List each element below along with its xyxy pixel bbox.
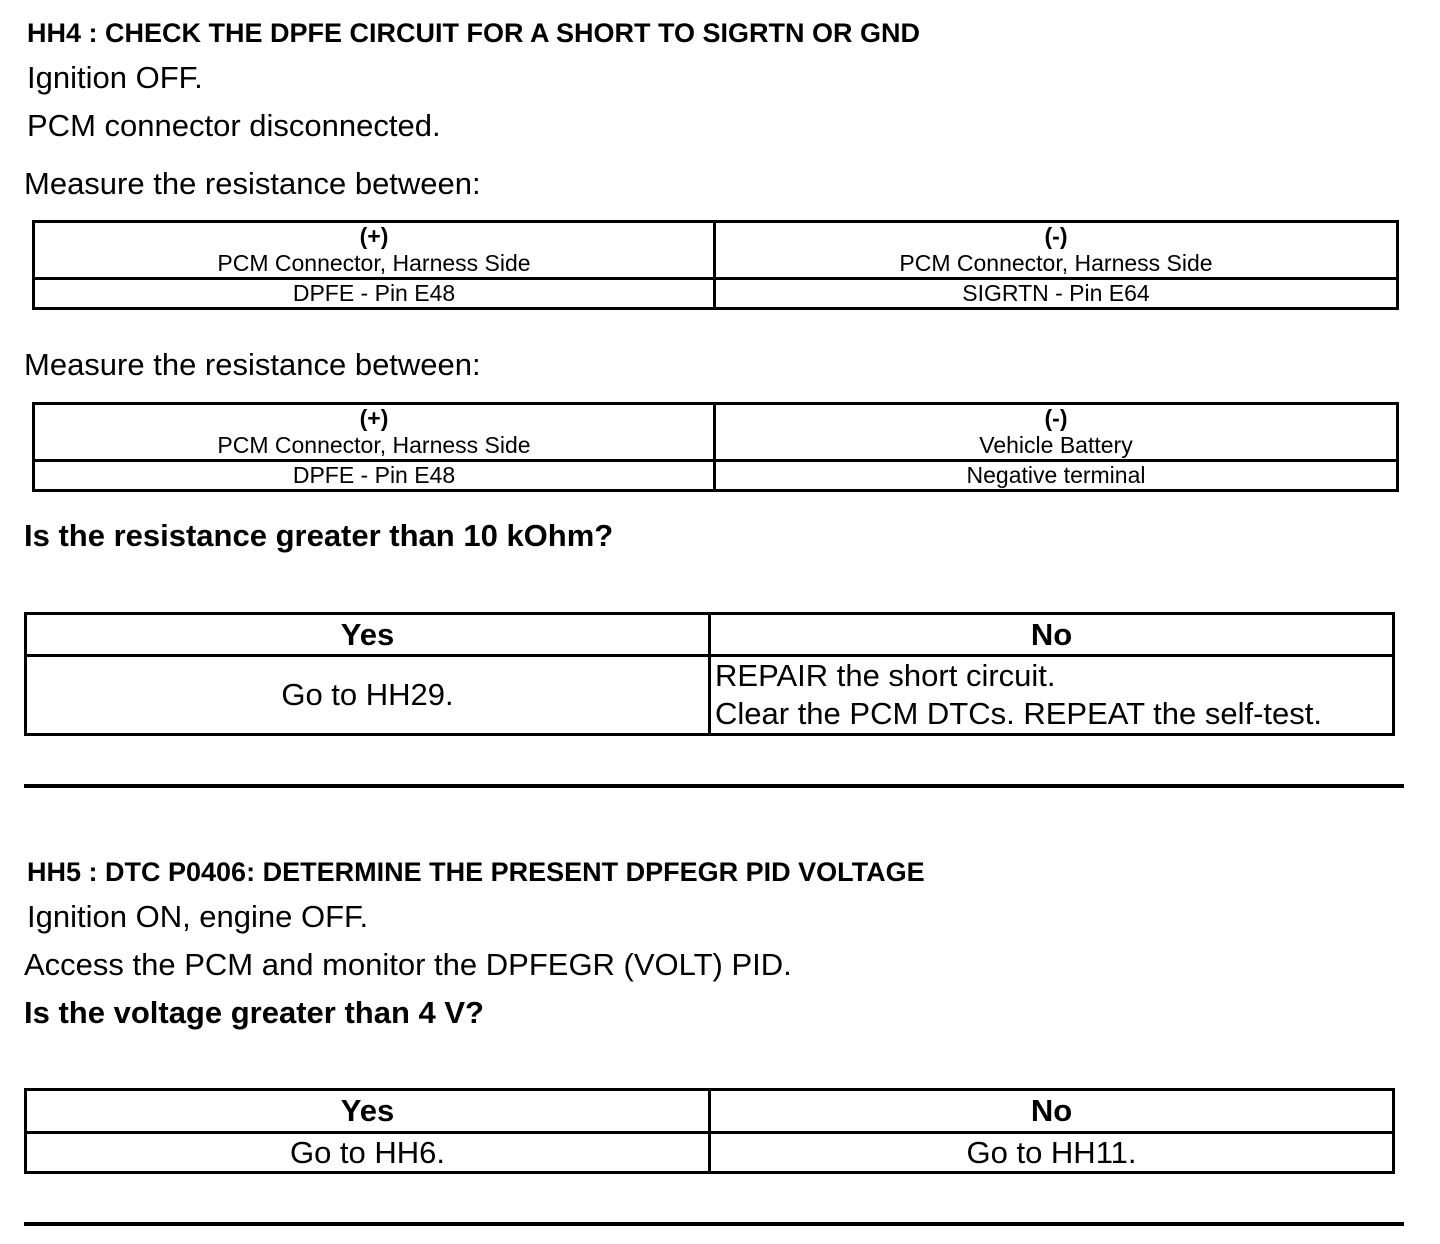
hh4-measure1-table xyxy=(32,220,1399,310)
minus-symbol: (-) xyxy=(1044,223,1068,249)
minus-header-label: PCM Connector, Harness Side xyxy=(899,250,1213,276)
hh5-decision-table xyxy=(24,1088,1395,1174)
plus-symbol: (+) xyxy=(359,405,389,431)
table-row xyxy=(34,404,1398,461)
hh4-measure2-intro: Measure the resistance between: xyxy=(24,347,481,382)
hh5-instruction-ignition: Ignition ON, engine OFF. xyxy=(27,899,369,934)
hh5-instruction-access: Access the PCM and monitor the DPFEGR (VOLT) PID. xyxy=(24,947,792,982)
yes-header: Yes xyxy=(26,1090,710,1133)
minus-header-cell xyxy=(715,222,1398,279)
no-action-clear: Clear the PCM DTCs. REPEAT the self-test. xyxy=(715,696,1322,731)
table-row xyxy=(34,461,1398,491)
plus-symbol: (+) xyxy=(359,223,389,249)
minus-header-cell xyxy=(715,404,1398,461)
table-row xyxy=(34,222,1398,279)
plus-header-cell xyxy=(34,404,715,461)
section-divider xyxy=(24,1222,1404,1226)
minus-value-cell: Negative terminal xyxy=(715,461,1398,491)
yes-action-cell: Go to HH29. xyxy=(26,656,710,735)
minus-symbol: (-) xyxy=(1044,405,1068,431)
hh4-measure1-intro: Measure the resistance between: xyxy=(24,166,481,201)
table-row xyxy=(26,1090,1394,1133)
plus-header-label: PCM Connector, Harness Side xyxy=(217,250,531,276)
plus-value-cell: DPFE - Pin E48 xyxy=(34,461,715,491)
plus-header-cell xyxy=(34,222,715,279)
hh4-step-title: HH4 : CHECK THE DPFE CIRCUIT FOR A SHORT TO SIGRTN OR GND xyxy=(27,18,921,48)
no-header: No xyxy=(710,1090,1394,1133)
hh4-instruction-ignition: Ignition OFF. xyxy=(27,60,203,95)
section-divider xyxy=(24,784,1404,788)
table-row xyxy=(26,614,1394,656)
no-action-repair: REPAIR the short circuit. xyxy=(715,658,1056,693)
minus-value-cell: SIGRTN - Pin E64 xyxy=(715,279,1398,309)
table-row xyxy=(26,656,1394,735)
yes-action-cell: Go to HH6. xyxy=(26,1133,710,1173)
table-row xyxy=(34,279,1398,309)
hh4-measure2-table xyxy=(32,402,1399,492)
plus-header-label: PCM Connector, Harness Side xyxy=(217,432,531,458)
hh4-instruction-connector: PCM connector disconnected. xyxy=(27,108,441,143)
plus-value-cell: DPFE - Pin E48 xyxy=(34,279,715,309)
yes-header: Yes xyxy=(26,614,710,656)
minus-header-label: Vehicle Battery xyxy=(979,432,1133,458)
no-action-cell xyxy=(710,656,1394,735)
hh5-step-title: HH5 : DTC P0406: DETERMINE THE PRESENT DPFEGR PID VOLTAGE xyxy=(27,857,925,887)
hh4-decision-table xyxy=(24,612,1395,736)
hh5-question: Is the voltage greater than 4 V? xyxy=(24,995,484,1030)
no-header: No xyxy=(710,614,1394,656)
hh4-question: Is the resistance greater than 10 kOhm? xyxy=(24,518,614,553)
no-action-cell: Go to HH11. xyxy=(710,1133,1394,1173)
table-row xyxy=(26,1133,1394,1173)
